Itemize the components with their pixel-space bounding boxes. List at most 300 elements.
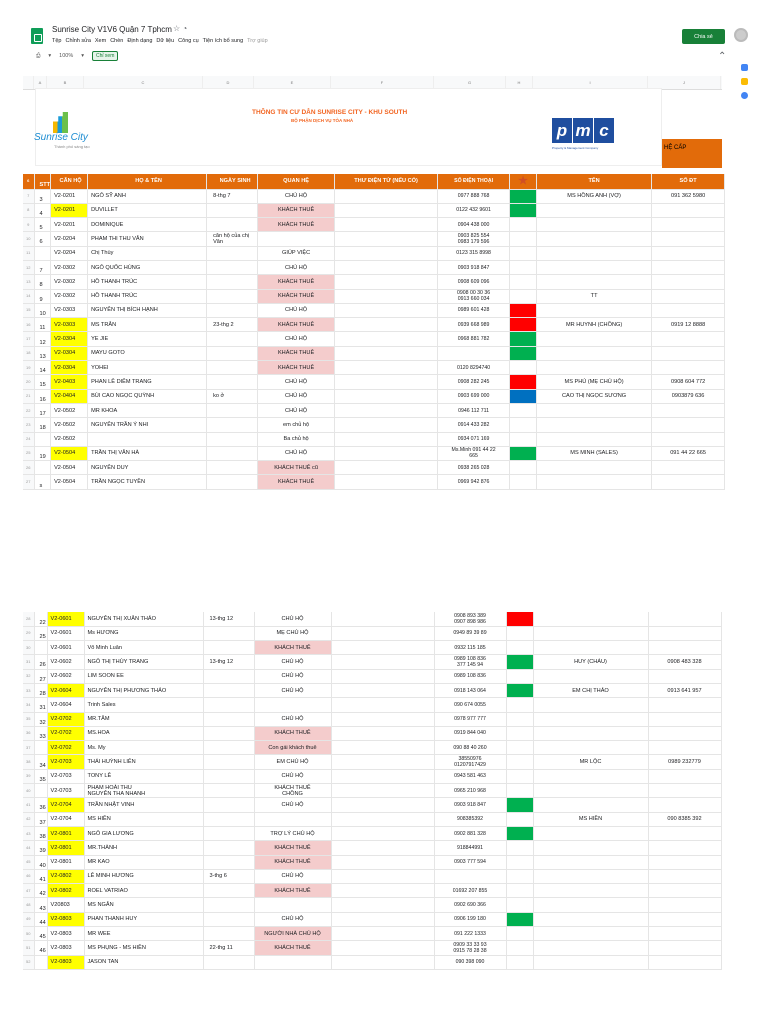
table-row[interactable] — [23, 446, 725, 460]
row-number[interactable]: 11 — [23, 246, 34, 260]
cell-apartment[interactable]: V2-0602 — [47, 669, 84, 683]
cell-stt[interactable]: 6 — [34, 232, 51, 246]
row-number[interactable]: 26 — [23, 461, 34, 475]
cell-email[interactable] — [331, 683, 434, 697]
cell-contact-name[interactable] — [533, 669, 648, 683]
cell-contact-name[interactable]: EM CHỊ THẢO — [533, 683, 648, 697]
cell-email[interactable] — [331, 812, 434, 826]
cell-full-name[interactable]: HỒ THANH TRÚC — [88, 289, 207, 303]
column-header-d[interactable]: D — [203, 76, 254, 89]
cell-contact-name[interactable] — [537, 432, 652, 446]
row-number[interactable]: 38 — [23, 755, 34, 769]
cell-birth-date[interactable] — [203, 683, 254, 697]
cell-email[interactable] — [335, 303, 438, 317]
cell-relationship[interactable]: KHÁCH THUÊ — [258, 218, 335, 232]
cell-phone[interactable]: 0903 777 594 — [434, 855, 506, 869]
share-button[interactable] — [682, 29, 725, 44]
cell-contact-phone[interactable] — [648, 669, 721, 683]
row-number[interactable]: 7 — [23, 189, 34, 203]
cell-status-flag[interactable] — [510, 189, 537, 203]
cell-birth-date[interactable] — [203, 769, 254, 783]
cell-stt[interactable]: 38 — [34, 826, 47, 840]
row-number[interactable]: 39 — [23, 769, 34, 783]
cell-contact-name[interactable] — [533, 826, 648, 840]
table-row[interactable] — [23, 389, 725, 403]
cell-stt[interactable]: 26 — [34, 655, 47, 669]
cell-apartment[interactable]: V2-0704 — [47, 812, 84, 826]
table-row[interactable] — [23, 403, 725, 417]
cell-stt[interactable] — [34, 461, 51, 475]
cell-apartment[interactable]: V2-0702 — [47, 712, 84, 726]
cell-phone[interactable]: 0908 893 389 0907 898 986 — [434, 612, 506, 626]
cell-apartment[interactable]: V2-0502 — [51, 432, 88, 446]
cell-relationship[interactable]: KHÁCH THUÊ — [254, 941, 331, 955]
cell-email[interactable] — [331, 655, 434, 669]
cell-apartment[interactable]: V2-0502 — [51, 418, 88, 432]
cell-apartment[interactable]: V2-0504 — [51, 461, 88, 475]
cell-phone[interactable]: 0978 977 777 — [434, 712, 506, 726]
dropdown-icon[interactable]: ▾ — [48, 53, 52, 59]
cell-email[interactable] — [331, 698, 434, 712]
cell-email[interactable] — [331, 626, 434, 640]
cell-relationship[interactable] — [254, 698, 331, 712]
cell-birth-date[interactable] — [203, 712, 254, 726]
row-number[interactable]: 43 — [23, 826, 34, 840]
cell-status-flag[interactable] — [510, 389, 537, 403]
cell-phone[interactable]: 0908 609 096 — [438, 275, 510, 289]
cell-contact-name[interactable]: MS MINH (SALES) — [537, 446, 652, 460]
cell-contact-name[interactable] — [537, 260, 652, 274]
cell-contact-phone[interactable]: 0908 604 772 — [652, 375, 725, 389]
cell-apartment[interactable]: V2-0604 — [47, 698, 84, 712]
row-number[interactable]: 51 — [23, 941, 34, 955]
row-number[interactable]: 14 — [23, 289, 34, 303]
cell-email[interactable] — [335, 203, 438, 217]
cell-contact-phone[interactable] — [652, 246, 725, 260]
cell-email[interactable] — [335, 189, 438, 203]
cell-birth-date[interactable] — [203, 669, 254, 683]
cell-status-flag[interactable] — [510, 260, 537, 274]
cell-stt[interactable] — [34, 432, 51, 446]
cell-stt[interactable]: 5 — [34, 218, 51, 232]
cell-relationship[interactable] — [254, 955, 331, 969]
cell-email[interactable] — [331, 755, 434, 769]
corner-cell[interactable] — [23, 76, 34, 89]
cell-contact-name[interactable] — [537, 332, 652, 346]
cell-contact-name[interactable]: TT — [537, 289, 652, 303]
cell-full-name[interactable]: Ms. My — [84, 741, 203, 755]
cell-contact-name[interactable] — [533, 712, 648, 726]
cell-contact-phone[interactable]: 0908 483 328 — [648, 655, 721, 669]
cell-contact-name[interactable] — [533, 898, 648, 912]
cell-status-flag[interactable] — [506, 655, 533, 669]
cell-apartment[interactable]: V2-0602 — [47, 655, 84, 669]
cell-birth-date[interactable] — [203, 884, 254, 898]
cell-contact-phone[interactable] — [648, 869, 721, 883]
cell-contact-phone[interactable] — [648, 941, 721, 955]
cell-stt[interactable]: 13 — [34, 346, 51, 360]
cell-birth-date[interactable] — [207, 375, 258, 389]
cell-full-name[interactable]: TRẦN NHẬT VINH — [84, 798, 203, 812]
cell-contact-phone[interactable] — [648, 927, 721, 941]
cell-status-flag[interactable] — [506, 798, 533, 812]
row-number[interactable]: 37 — [23, 741, 34, 755]
table-row[interactable] — [23, 884, 721, 898]
table-row[interactable] — [23, 941, 721, 955]
cell-email[interactable] — [335, 432, 438, 446]
cell-birth-date[interactable] — [207, 418, 258, 432]
cell-stt[interactable]: 15 — [34, 375, 51, 389]
cell-email[interactable] — [331, 884, 434, 898]
cell-contact-name[interactable] — [537, 232, 652, 246]
table-row[interactable] — [23, 418, 725, 432]
cell-contact-name[interactable] — [533, 798, 648, 812]
cell-contact-name[interactable] — [533, 726, 648, 740]
cell-email[interactable] — [335, 446, 438, 460]
cell-email[interactable] — [331, 798, 434, 812]
cell-phone[interactable]: 0903 825 554 0983 179 596 — [438, 232, 510, 246]
cell-birth-date[interactable] — [203, 912, 254, 926]
cell-full-name[interactable]: Chị Thùy — [88, 246, 207, 260]
table-row[interactable] — [23, 432, 725, 446]
cell-apartment[interactable]: V2-0803 — [47, 955, 84, 969]
cell-relationship[interactable]: CHỦ HỘ — [254, 712, 331, 726]
cell-contact-phone[interactable] — [648, 898, 721, 912]
menu-item-data[interactable]: Dữ liệu — [156, 38, 175, 44]
table-row[interactable] — [23, 784, 721, 798]
cell-email[interactable] — [335, 260, 438, 274]
cell-contact-name[interactable] — [537, 246, 652, 260]
cell-email[interactable] — [335, 389, 438, 403]
cell-contact-name[interactable]: MS PHÚ (MẸ CHỦ HỘ) — [537, 375, 652, 389]
cell-full-name[interactable]: TRẦN NGỌC TUYỀN — [88, 475, 207, 489]
cell-email[interactable] — [331, 941, 434, 955]
cell-stt[interactable] — [34, 641, 47, 655]
menu-item-insert[interactable]: Chèn — [110, 38, 124, 44]
table-row[interactable] — [23, 303, 725, 317]
cell-contact-name[interactable]: MR HUYNH (CHỒNG) — [537, 318, 652, 332]
cell-full-name[interactable]: NGUYỄN THỊ PHƯƠNG THẢO — [84, 683, 203, 697]
cell-email[interactable] — [335, 403, 438, 417]
cell-full-name[interactable]: NGÔ QUỐC HÙNG — [88, 260, 207, 274]
cell-full-name[interactable]: MS NGÂN — [84, 898, 203, 912]
cell-status-flag[interactable] — [510, 446, 537, 460]
cell-contact-name[interactable] — [533, 955, 648, 969]
cell-contact-phone[interactable] — [652, 361, 725, 375]
cell-birth-date[interactable] — [203, 726, 254, 740]
cell-phone[interactable]: 01692 207 855 — [434, 884, 506, 898]
cell-phone[interactable]: 0989 108 836 — [434, 669, 506, 683]
cell-contact-name[interactable] — [537, 303, 652, 317]
cell-contact-phone[interactable] — [648, 855, 721, 869]
cell-full-name[interactable]: MS TRÂN — [88, 318, 207, 332]
cell-relationship[interactable]: KHÁCH THUÊ — [258, 475, 335, 489]
cell-contact-phone[interactable] — [652, 289, 725, 303]
row-number[interactable]: 33 — [23, 683, 34, 697]
cell-apartment[interactable]: V2-0704 — [47, 798, 84, 812]
cell-contact-name[interactable] — [537, 218, 652, 232]
cell-stt[interactable]: 25 — [34, 626, 47, 640]
cell-email[interactable] — [331, 712, 434, 726]
cell-full-name[interactable]: NGÔ GIA LƯƠNG — [84, 826, 203, 840]
table-row[interactable] — [23, 669, 721, 683]
column-header-j[interactable]: J — [648, 76, 721, 89]
cell-email[interactable] — [335, 289, 438, 303]
cell-full-name[interactable]: MS.HOA — [84, 726, 203, 740]
cell-contact-phone[interactable] — [652, 232, 725, 246]
cell-contact-phone[interactable]: 091 44 22 665 — [652, 446, 725, 460]
cell-birth-date[interactable]: căn hộ của chị Vân — [207, 232, 258, 246]
row-number[interactable]: 20 — [23, 375, 34, 389]
cell-phone[interactable]: 0989 108 836 377 145 94 — [434, 655, 506, 669]
cell-birth-date[interactable] — [203, 784, 254, 798]
row-number[interactable]: 15 — [23, 303, 34, 317]
cell-stt[interactable]: 37 — [34, 812, 47, 826]
cell-contact-phone[interactable] — [648, 726, 721, 740]
cell-status-flag[interactable] — [506, 741, 533, 755]
cell-relationship[interactable]: CHỦ HỘ — [258, 403, 335, 417]
cell-status-flag[interactable] — [506, 841, 533, 855]
cell-relationship[interactable]: em chủ hộ — [258, 418, 335, 432]
row-number[interactable]: 52 — [23, 955, 34, 969]
cell-contact-name[interactable]: MS HỒNG ANH (VỢ) — [537, 189, 652, 203]
row-number[interactable]: 9 — [23, 218, 34, 232]
cell-phone[interactable]: 0902 690 366 — [434, 898, 506, 912]
table-row[interactable] — [23, 203, 725, 217]
cell-contact-phone[interactable]: 0913 641 957 — [648, 683, 721, 697]
cell-email[interactable] — [335, 475, 438, 489]
cell-contact-name[interactable] — [533, 698, 648, 712]
row-number[interactable]: 46 — [23, 869, 34, 883]
cell-apartment[interactable]: V2-0302 — [51, 289, 88, 303]
cell-contact-name[interactable] — [533, 941, 648, 955]
cell-status-flag[interactable] — [510, 318, 537, 332]
cell-stt[interactable]: 43 — [34, 898, 47, 912]
cell-status-flag[interactable] — [506, 698, 533, 712]
cell-relationship[interactable]: CHỦ HỘ — [254, 912, 331, 926]
cell-birth-date[interactable]: 22-thg 11 — [203, 941, 254, 955]
cell-stt[interactable] — [34, 784, 47, 798]
cell-birth-date[interactable]: 23-thg 2 — [207, 318, 258, 332]
cell-birth-date[interactable] — [207, 275, 258, 289]
cell-apartment[interactable]: V2-0201 — [51, 189, 88, 203]
cell-contact-phone[interactable] — [648, 841, 721, 855]
cell-phone[interactable]: 090 674 0055 — [434, 698, 506, 712]
cell-phone[interactable] — [438, 346, 510, 360]
cell-status-flag[interactable] — [510, 275, 537, 289]
cell-email[interactable] — [331, 927, 434, 941]
cell-full-name[interactable]: BÙI CAO NGỌC QUỲNH — [88, 389, 207, 403]
cell-stt[interactable]: 18 — [34, 418, 51, 432]
cell-status-flag[interactable] — [506, 812, 533, 826]
cell-contact-phone[interactable] — [652, 332, 725, 346]
cell-phone[interactable]: 0938 265 028 — [438, 461, 510, 475]
row-number[interactable]: 27 — [23, 475, 34, 489]
cell-relationship[interactable]: TRỢ LÝ CHỦ HỘ — [254, 826, 331, 840]
star-and-drive-icons[interactable]: ☆ ◔ — [173, 24, 188, 33]
menu-item-view[interactable]: Xem — [94, 38, 107, 44]
cell-status-flag[interactable] — [506, 826, 533, 840]
cell-status-flag[interactable] — [506, 855, 533, 869]
table-row[interactable] — [23, 898, 721, 912]
cell-full-name[interactable]: MR WEE — [84, 927, 203, 941]
cell-apartment[interactable]: V2-0803 — [47, 912, 84, 926]
cell-full-name[interactable]: NGUYỄN THỊ BÍCH HẠNH — [88, 303, 207, 317]
cell-status-flag[interactable] — [506, 612, 533, 626]
cell-stt[interactable]: 12 — [34, 332, 51, 346]
cell-contact-name[interactable]: MR LỘC — [533, 755, 648, 769]
cell-contact-phone[interactable] — [648, 912, 721, 926]
calendar-icon[interactable] — [741, 64, 748, 71]
cell-relationship[interactable]: KHÁCH THUÊ — [258, 318, 335, 332]
cell-contact-name[interactable] — [533, 869, 648, 883]
cell-relationship[interactable]: KHÁCH THUÊ CHỒNG — [254, 784, 331, 798]
cell-relationship[interactable]: CHỦ HỘ — [258, 375, 335, 389]
cell-email[interactable] — [335, 361, 438, 375]
cell-birth-date[interactable] — [203, 898, 254, 912]
cell-status-flag[interactable] — [510, 332, 537, 346]
keep-icon[interactable] — [741, 78, 748, 85]
table-row[interactable] — [23, 346, 725, 360]
cell-stt[interactable]: 41 — [34, 869, 47, 883]
table-row[interactable] — [23, 912, 721, 926]
cell-stt[interactable]: 31 — [34, 698, 47, 712]
cell-phone[interactable]: 0934 071 169 — [438, 432, 510, 446]
cell-email[interactable] — [331, 869, 434, 883]
cell-birth-date[interactable] — [203, 812, 254, 826]
cell-stt[interactable]: 27 — [34, 669, 47, 683]
user-avatar[interactable] — [734, 28, 748, 42]
cell-status-flag[interactable] — [506, 912, 533, 926]
cell-contact-phone[interactable]: 0989 232779 — [648, 755, 721, 769]
cell-stt[interactable]: 11 — [34, 318, 51, 332]
row-number[interactable]: 42 — [23, 812, 34, 826]
cell-phone[interactable]: 0908 282 245 — [438, 375, 510, 389]
cell-birth-date[interactable]: 13-thg 12 — [203, 655, 254, 669]
cell-contact-name[interactable] — [537, 461, 652, 475]
cell-relationship[interactable]: KHÁCH THUÊ — [254, 855, 331, 869]
cell-email[interactable] — [331, 898, 434, 912]
cell-stt[interactable]: 45 — [34, 927, 47, 941]
cell-stt[interactable]: 14 — [34, 361, 51, 375]
cell-full-name[interactable]: MR.TÂM — [84, 712, 203, 726]
cell-email[interactable] — [331, 855, 434, 869]
cell-contact-phone[interactable] — [652, 475, 725, 489]
cell-contact-phone[interactable] — [648, 826, 721, 840]
cell-stt[interactable]: 32 — [34, 712, 47, 726]
cell-status-flag[interactable] — [506, 669, 533, 683]
cell-relationship[interactable]: KHÁCH THUÊ — [258, 346, 335, 360]
cell-stt[interactable]: 22 — [34, 612, 47, 626]
table-row[interactable] — [23, 641, 721, 655]
cell-contact-name[interactable] — [533, 641, 648, 655]
row-number[interactable]: 45 — [23, 855, 34, 869]
table-row[interactable] — [23, 189, 725, 203]
cell-full-name[interactable]: LIM SOON EE — [84, 669, 203, 683]
cell-contact-name[interactable] — [533, 626, 648, 640]
cell-relationship[interactable]: KHÁCH THUÊ — [254, 726, 331, 740]
cell-phone[interactable]: 0902 881 328 — [434, 826, 506, 840]
cell-contact-phone[interactable] — [652, 303, 725, 317]
cell-phone[interactable]: 0904 438 000 — [438, 218, 510, 232]
cell-birth-date[interactable] — [203, 741, 254, 755]
cell-contact-name[interactable] — [537, 346, 652, 360]
cell-stt[interactable]: 16 — [34, 389, 51, 403]
cell-phone[interactable]: 091 222 1333 — [434, 927, 506, 941]
cell-contact-name[interactable] — [537, 475, 652, 489]
cell-full-name[interactable]: ROEL VATRIAO — [84, 884, 203, 898]
cell-contact-phone[interactable] — [652, 432, 725, 446]
cell-email[interactable] — [335, 232, 438, 246]
cell-full-name[interactable]: DUVILLET — [88, 203, 207, 217]
menu-item-help[interactable]: Trợ giúp — [247, 38, 268, 44]
cell-email[interactable] — [335, 418, 438, 432]
cell-relationship[interactable]: GIÚP VIỆC — [258, 246, 335, 260]
cell-stt[interactable]: 36 — [34, 798, 47, 812]
cell-birth-date[interactable] — [207, 346, 258, 360]
cell-contact-name[interactable] — [533, 612, 648, 626]
cell-relationship[interactable]: CHỦ HỘ — [254, 683, 331, 697]
table-row[interactable] — [23, 812, 721, 826]
cell-apartment[interactable]: V2-0304 — [51, 332, 88, 346]
cell-email[interactable] — [335, 375, 438, 389]
cell-contact-name[interactable] — [533, 927, 648, 941]
cell-apartment[interactable]: V2-0304 — [51, 361, 88, 375]
cell-contact-phone[interactable] — [648, 698, 721, 712]
cell-relationship[interactable]: CHỦ HỘ — [258, 332, 335, 346]
table-row[interactable] — [23, 232, 725, 246]
cell-email[interactable] — [331, 741, 434, 755]
table-row[interactable] — [23, 955, 721, 969]
cell-full-name[interactable]: MR KAO — [84, 855, 203, 869]
cell-apartment[interactable]: V2-0801 — [47, 841, 84, 855]
cell-relationship[interactable]: KHÁCH THUÊ — [258, 361, 335, 375]
cell-status-flag[interactable] — [510, 203, 537, 217]
cell-stt[interactable]: 10 — [34, 303, 51, 317]
cell-status-flag[interactable] — [506, 683, 533, 697]
cell-apartment[interactable]: V2-0802 — [47, 869, 84, 883]
cell-birth-date[interactable] — [207, 303, 258, 317]
cell-apartment[interactable]: V2-0601 — [47, 626, 84, 640]
cell-status-flag[interactable] — [510, 418, 537, 432]
cell-apartment[interactable]: V2-0504 — [51, 446, 88, 460]
cell-full-name[interactable]: HỒ THANH TRÚC — [88, 275, 207, 289]
row-number[interactable]: 19 — [23, 361, 34, 375]
cell-apartment[interactable]: V2-0204 — [51, 246, 88, 260]
cell-contact-phone[interactable] — [648, 784, 721, 798]
row-number[interactable]: 36 — [23, 726, 34, 740]
table-row[interactable] — [23, 826, 721, 840]
row-number[interactable]: 48 — [23, 898, 34, 912]
cell-contact-name[interactable] — [537, 275, 652, 289]
cell-contact-name[interactable] — [533, 784, 648, 798]
cell-contact-name[interactable] — [533, 741, 648, 755]
column-header-a[interactable]: A — [34, 76, 47, 89]
cell-status-flag[interactable] — [506, 784, 533, 798]
row-number[interactable]: 30 — [23, 641, 34, 655]
cell-birth-date[interactable]: 13-thg 12 — [203, 612, 254, 626]
cell-contact-phone[interactable] — [648, 769, 721, 783]
cell-phone[interactable]: 0949 89 39 89 — [434, 626, 506, 640]
row-number[interactable]: 13 — [23, 275, 34, 289]
cell-email[interactable] — [331, 826, 434, 840]
cell-status-flag[interactable] — [506, 641, 533, 655]
cell-stt[interactable]: 40 — [34, 855, 47, 869]
cell-full-name[interactable]: NGUYỄN DUY — [88, 461, 207, 475]
cell-contact-phone[interactable] — [648, 612, 721, 626]
cell-status-flag[interactable] — [506, 955, 533, 969]
cell-phone[interactable]: 0908 00 30 36 0913 660 034 — [438, 289, 510, 303]
